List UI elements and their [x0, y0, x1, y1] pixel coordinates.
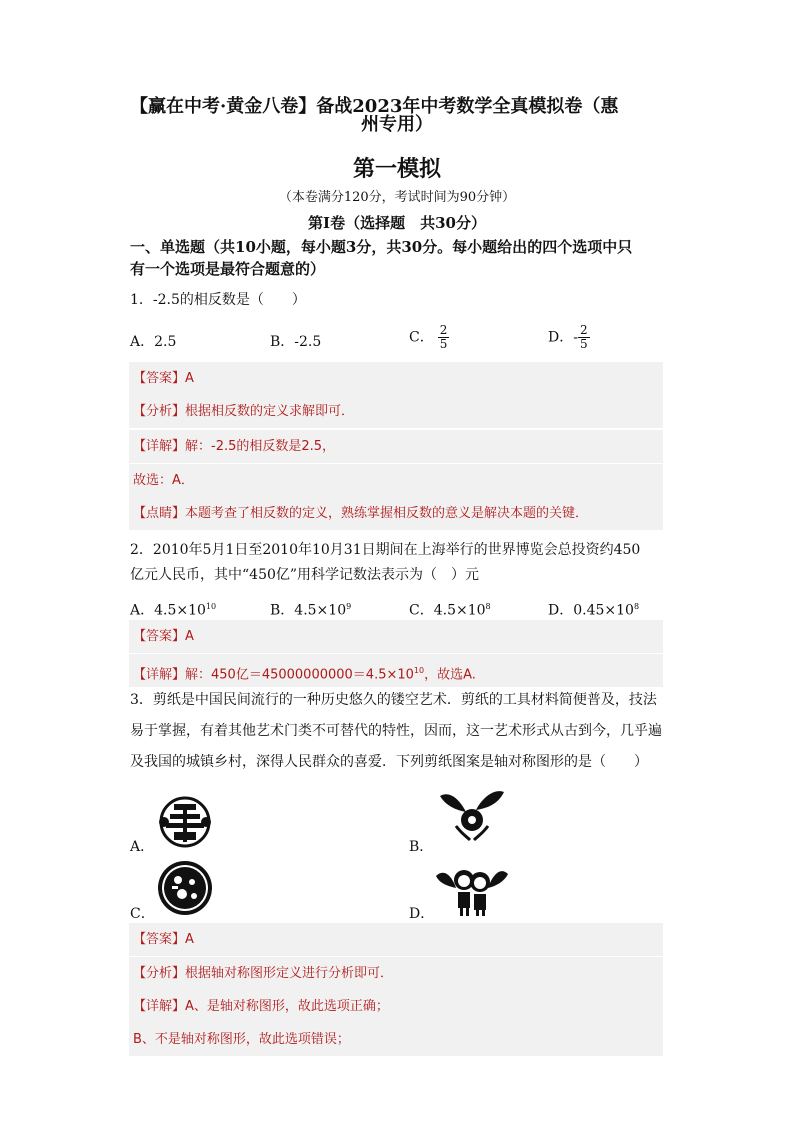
q1-comment-text: 本题考查了相反数的定义，熟练掌握相反数的意义是解决本题的关键．: [185, 506, 589, 521]
q3-analysis-text: 根据轴对称图形定义进行分析即可．: [185, 966, 394, 981]
q1-comment-row: [129, 497, 663, 530]
q1-option-d-label: D．-: [548, 329, 578, 346]
answer-label: 【答案】: [133, 371, 186, 386]
q1-option-c-label: C．: [409, 329, 434, 346]
q3-detail-b-text: B、不是轴对称图形，故此选项错误；: [133, 1032, 350, 1047]
q1-option-d-fraction: [578, 324, 590, 351]
doc-title-line2: 州专用）: [361, 114, 433, 135]
q3-detail-row: [129, 990, 663, 1023]
q1-choose-text: 故选：A．: [133, 473, 194, 488]
q2-option-c: [409, 596, 491, 622]
q1-answer-row: [129, 362, 663, 395]
answer-label: 【答案】: [133, 932, 186, 947]
q1-option-d-numerator: 2: [579, 323, 588, 337]
q2-option-c-base: C．4.5×10: [409, 602, 486, 619]
section-heading-line1: 一、单选题（共10小题，每小题3分，共30分。每小题给出的四个选项中只: [130, 238, 633, 256]
section-heading-line2: 有一个选项是最符合题意的）: [130, 260, 326, 278]
q3-option-d: D．: [409, 906, 435, 922]
q3-detail-a-text: A、是轴对称图形，故此选项正确；: [185, 999, 389, 1014]
q2-option-d: [548, 596, 639, 622]
q3-stem-line1: 3．剪纸是中国民间流行的一种历史悠久的镂空艺术．剪纸的工具材料简便普及，技法: [130, 692, 657, 708]
q3-analysis-row: [129, 957, 663, 990]
q2-detail-row: [129, 654, 663, 687]
analysis-label: 【分析】: [133, 404, 186, 419]
detail-label: 【详解】: [133, 439, 186, 454]
q2-detail-post: ，故选A.: [424, 667, 476, 683]
q1-option-c-denominator: 5: [439, 337, 448, 351]
q2-option-a-base: A．4.5×10: [130, 602, 206, 619]
q2-detail-exp: 10: [413, 666, 425, 675]
doc-title-line1: 【赢在中考·黄金八卷】备战2023年中考数学全真模拟卷（惠: [130, 96, 619, 117]
detail-label: 【详解】: [133, 999, 186, 1014]
q2-detail-text: 解：450亿＝45000000000＝4.5×10: [185, 667, 414, 683]
q1-option-d: [548, 324, 590, 351]
papercut-image-c: [152, 858, 218, 918]
q1-option-c-numerator: 2: [439, 323, 448, 337]
detail-label: 【详解】: [133, 667, 186, 683]
q1-detail-row: [129, 430, 663, 463]
q3-option-b: B．: [409, 839, 434, 855]
q1-option-a: A．2.5: [130, 334, 177, 350]
exam-info: （本卷满分120分，考试时间为90分钟）: [278, 190, 516, 205]
q1-option-c-fraction: [438, 324, 450, 351]
q1-choose-row: [129, 464, 663, 497]
q2-option-b: [270, 596, 351, 622]
q1-option-d-denominator: 5: [579, 337, 588, 351]
q1-stem: 1．-2.5的相反数是（ ）: [130, 292, 306, 308]
q1-answer-value: A: [185, 371, 194, 386]
q1-option-b: B．-2.5: [270, 334, 322, 350]
part-heading: 第Ⅰ卷（选择题 共30分）: [308, 214, 486, 232]
comment-label: 【点睛】: [133, 506, 186, 521]
papercut-image-b: [436, 786, 508, 846]
q3-answer-row: [129, 923, 663, 956]
q2-option-d-exp: 8: [633, 602, 640, 611]
q3-option-c: C．: [130, 906, 155, 922]
q3-detail-b-row: [129, 1023, 663, 1056]
q3-option-a: A．: [130, 839, 155, 855]
q1-analysis-row: [129, 395, 663, 428]
q1-analysis-text: 根据相反数的定义求解即可．: [185, 404, 355, 419]
q2-option-c-exp: 8: [485, 602, 491, 611]
q3-answer-value: A: [185, 932, 194, 947]
answer-label: 【答案】: [133, 629, 186, 644]
q2-option-b-exp: 9: [346, 602, 352, 611]
q1-option-c: [409, 324, 449, 351]
q2-answer-row: [129, 620, 663, 653]
doc-subtitle: 第一模拟: [352, 156, 441, 182]
q2-option-a-exp: 10: [205, 602, 217, 611]
q2-stem-line1: 2．2010年5月1日至2010年10月31日期间在上海举行的世界博览会总投资约450: [130, 542, 641, 558]
papercut-image-d: [434, 860, 510, 920]
q3-stem-line2: 易于掌握，有着其他艺术门类不可替代的特性，因而，这一艺术形式从古到今，几乎遍: [130, 723, 662, 739]
q1-detail-text: 解：-2.5的相反数是2.5，: [185, 439, 336, 454]
analysis-label: 【分析】: [133, 966, 186, 981]
q2-option-b-base: B．4.5×10: [270, 602, 347, 619]
q2-option-d-base: D．0.45×10: [548, 602, 634, 619]
q3-stem-line3: 及我国的城镇乡村，深得人民群众的喜爱．下列剪纸图案是轴对称图形的是（ ）: [130, 754, 648, 770]
q2-stem-line2: 亿元人民币，其中“450亿”用科学记数法表示为（ ）元: [130, 567, 480, 583]
q2-option-a: [130, 596, 216, 622]
papercut-image-a: [152, 792, 218, 852]
q2-answer-value: A: [185, 629, 194, 644]
